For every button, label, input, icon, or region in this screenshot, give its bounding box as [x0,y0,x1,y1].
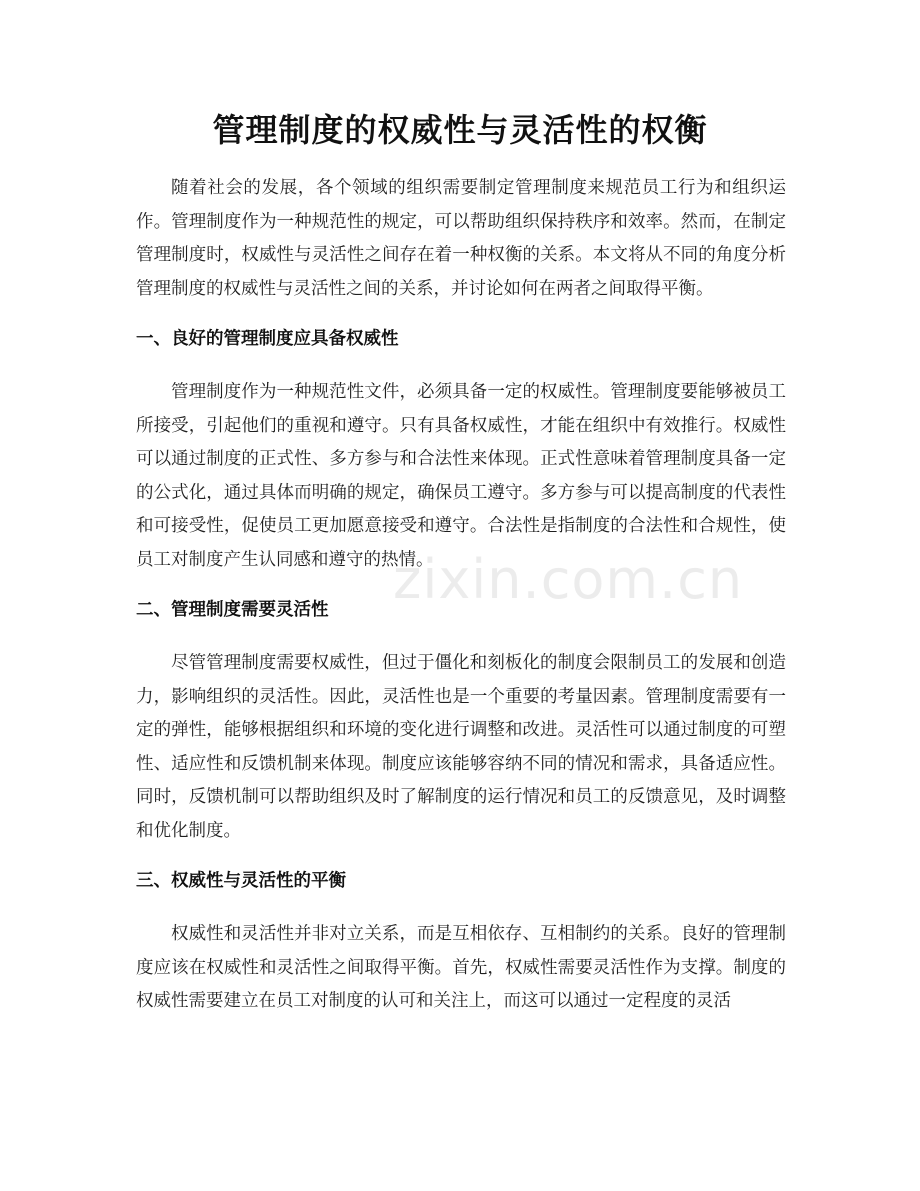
section-1-paragraph: 管理制度作为一种规范性文件，必须具备一定的权威性。管理制度要能够被员工所接受，引起他们的重视和遵守。只有具备权威性，才能在组织中有效推行。权威性可以通过制度的正式性、多方参与和合法性来体现。正式性意味着管理制度具备一定的公式化，通过具体而明确的规定，确保员工遵守。多方参与可以提高制度的代表性和可接受性，促使员工更加愿意接受和遵守。合法性是指制度的合法性和合规性，使员工对制度产生认同感和遵守的热情。 [136,382,786,570]
section-2-paragraph: 尽管管理制度需要权威性，但过于僵化和刻板化的制度会限制员工的发展和创造力，影响组织的灵活性。因此，灵活性也是一个重要的考量因素。管理制度需要有一定的弹性，能够根据组织和环境的变化进行调整和改进。灵活性可以通过制度的可塑性、适应性和反馈机制来体现。制度应该能够容纳不同的情况和需求，具备适应性。同时，反馈机制可以帮助组织及时了解制度的运行情况和员工的反馈意见，及时调整和优化制度。 [136,653,786,841]
section-1-heading: 一、良好的管理制度应具备权威性 [136,329,399,349]
document-body [136,160,786,1037]
section-3-heading: 三、权威性与灵活性的平衡 [136,871,346,891]
intro-paragraph: 随着社会的发展，各个领域的组织需要制定管理制度来规范员工行为和组织运作。管理制度作为一种规范性的规定，可以帮助组织保持秩序和效率。然而，在制定管理制度时，权威性与灵活性之间存在着一种权衡的关系。本文将从不同的角度分析管理制度的权威性与灵活性之间的关系，并讨论如何在两者之间取得平衡。 [136,178,786,299]
watermark: zixin.com.cn [393,548,744,611]
section-2-heading: 二、管理制度需要灵活性 [136,600,329,620]
page-title: 管理制度的权威性与灵活性的权衡 [212,111,708,149]
section-3-paragraph: 权威性和灵活性并非对立关系，而是互相依存、互相制约的关系。良好的管理制度应该在权威性和灵活性之间取得平衡。首先，权威性需要灵活性作为支撑。制度的权威性需要建立在员工对制度的认可和关注上，而这可以通过一定程度的灵活 [136,924,786,1011]
